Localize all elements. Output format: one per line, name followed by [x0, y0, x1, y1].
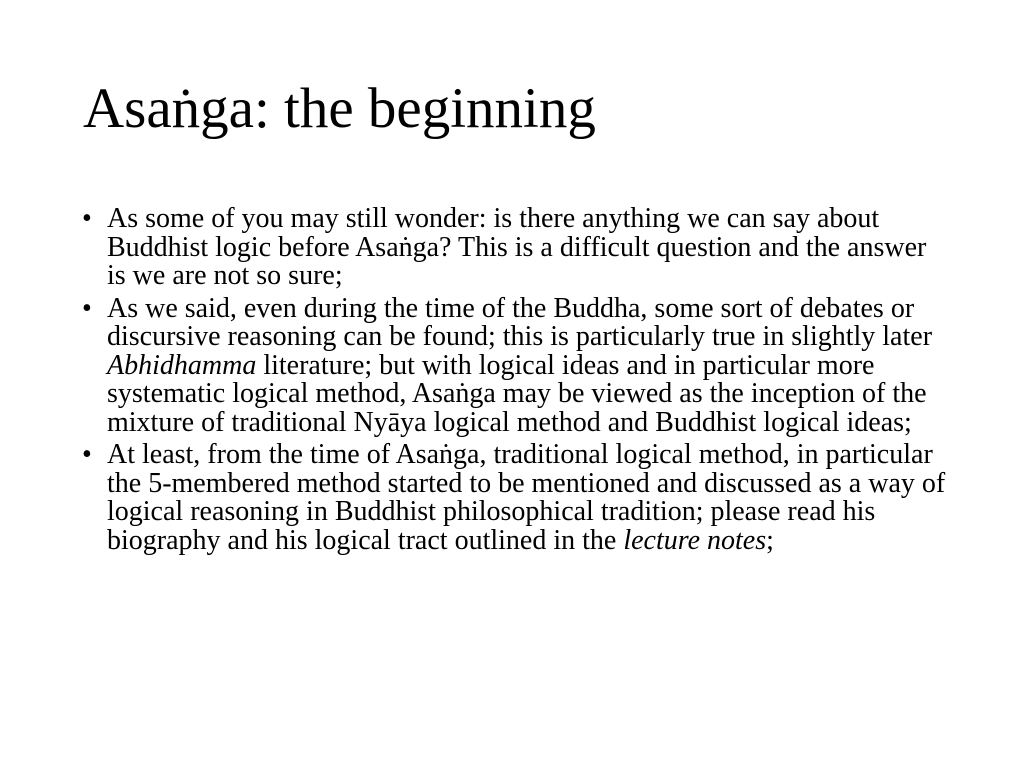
slide-title: Asaṅga: the beginning: [83, 77, 596, 140]
bullet-text-after: ;: [766, 524, 774, 556]
bullet-marker: •: [82, 203, 92, 234]
bullet-item-3: [82, 441, 952, 555]
bullet-text-before: At least, from the time of Asaṅga, traditional logical method, in particular the 5-membered method started to be mentioned and discussed as a way of logical reasoning in Buddhist philosophical tradition; please read his biography and his logical tract outlined in the: [107, 439, 946, 556]
bullet-marker: •: [82, 439, 92, 470]
bullet-list: [82, 205, 952, 559]
bullet-item-1: [82, 205, 952, 291]
bullet-text-before: As we said, even during the time of the Buddha, some sort of debates or discursive reasoning can be found; this is particularly true in slightly later: [107, 292, 933, 352]
bullet-italic-term: Abhidhamma: [107, 349, 257, 381]
bullet-text-after: literature; but with logical ideas and in particular more systematic logical method, Asaṅga may be viewed as the inception of the mixture of traditional Nyāya logical method and Buddhist logical ideas;: [107, 349, 927, 438]
bullet-text: As some of you may still wonder: is there anything we can say about Buddhist logic before Asaṅga? This is a difficult question and the answer is we are not so sure;: [107, 203, 927, 291]
bullet-item-2: [82, 292, 952, 438]
bullet-marker: •: [82, 292, 92, 324]
bullet-italic-term: lecture notes: [623, 524, 767, 556]
